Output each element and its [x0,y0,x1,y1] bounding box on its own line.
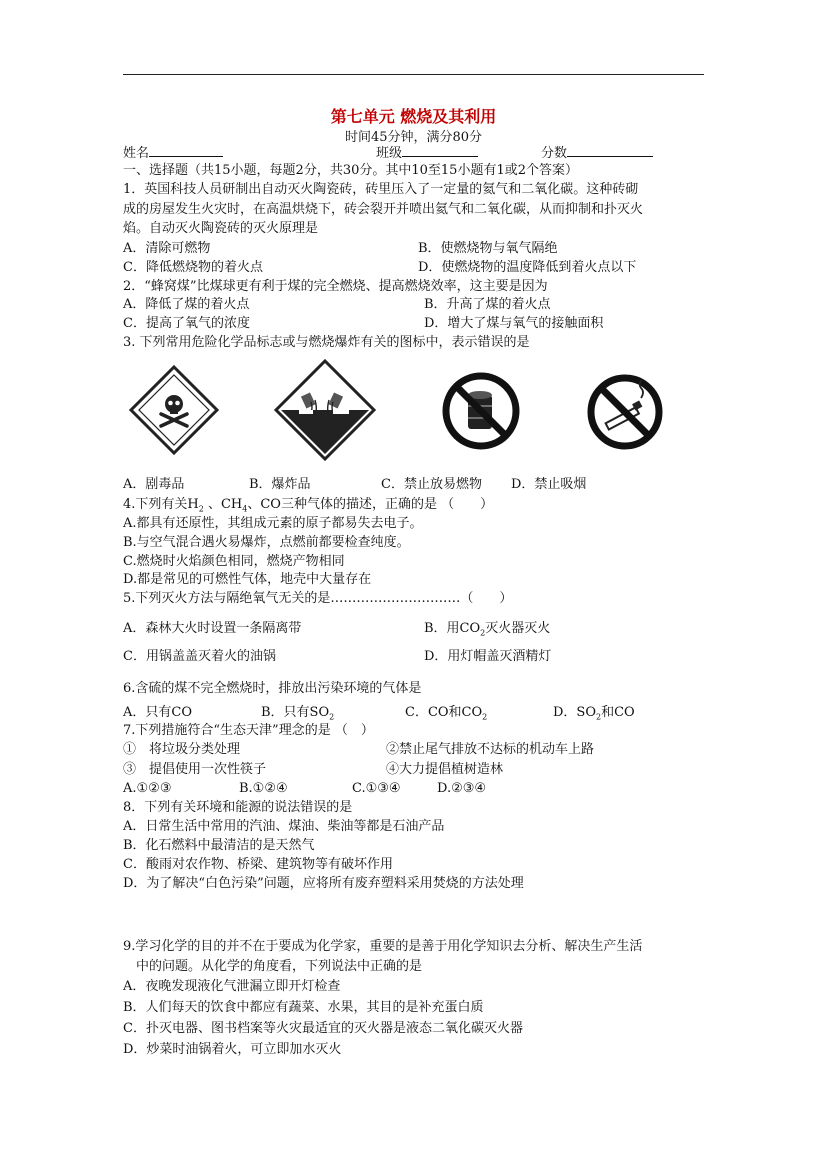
class-blank[interactable] [402,144,478,157]
q2-option-d[interactable]: D．增大了煤与氧气的接触面积 [424,316,604,331]
q7-stem: 7.下列措施符合“生态天津”理念的是 （ ） [123,723,374,738]
q5-option-c[interactable]: C．用锅盖盖灭着火的油锅 [123,649,276,664]
name-field[interactable] [123,144,223,163]
q4-option-d[interactable]: D.都是常见的可燃性气体，地壳中大量存在 [123,572,372,587]
q7-option-c[interactable]: C.①③④ [352,781,401,796]
name-label: 姓名 [123,146,150,161]
class-label: 班级 [376,146,403,161]
q8-option-c[interactable]: C．酸雨对农作物、桥梁、建筑物等有破坏作用 [123,857,393,872]
q8-option-d[interactable]: D．为了解决“白色污染”问题，应将所有废弃塑料采用焚烧的方法处理 [123,876,524,891]
exam-info: 时间45分钟，满分80分 [344,130,483,145]
q5-option-a[interactable]: A．森林大火时设置一条隔离带 [123,621,302,636]
q7-item-4: ④大力提倡植树造林 [386,762,504,777]
q8-option-a[interactable]: A．日常生活中常用的汽油、煤油、柴油等都是石油产品 [123,819,445,834]
q6-option-d[interactable] [553,704,635,727]
q3-option-a[interactable]: A．剧毒品 [123,477,185,492]
q7-item-3: ③ 提倡使用一次性筷子 [123,762,267,777]
q9-option-c[interactable]: C．扑灭电器、图书档案等火灾最适宜的灭火器是液态二氧化碳灭火器 [123,1021,523,1036]
q1-stem-line2: 成的房屋发生火灾时，在高温烘烧下，砖会裂开并喷出氦气和二氧化碳，从而抑制和扑灭火 [123,202,644,217]
q1-option-d[interactable]: D．使燃烧物的温度降低到着火点以下 [418,260,637,275]
q4-stem-part: 、CH [203,497,243,512]
score-field[interactable] [541,144,653,163]
no-flammables-sign-icon [440,370,522,452]
q7-item-2: ②禁止尾气排放不达标的机动车上路 [386,742,595,757]
q6-option-c[interactable] [405,704,487,727]
q1-option-a[interactable]: A．清除可燃物 [123,241,211,256]
q3-stem: 3. 下列常用危险化学品标志或与燃烧爆炸有关的图标中，表示错误的是 [123,335,530,350]
score-blank[interactable] [567,144,653,157]
section-heading: 一、选择题（共15小题，每题2分，共30分。其中10至15小题有1或2个答案） [123,163,578,178]
q9-stem-line1: 9.学习化学的目的并不在于要成为化学家，重要的是善于用化学知识去分析、解决生产生活 [123,939,643,954]
q6-subscript: 2 [596,712,602,722]
no-smoking-sign-icon [585,372,665,452]
q6-option-a[interactable]: A．只有CO [123,705,192,720]
q7-item-1: ① 将垃圾分类处理 [123,742,241,757]
q5-option-d[interactable]: D．用灯帽盖灭酒精灯 [424,649,552,664]
q4-option-a[interactable]: A.都具有还原性，其组成元素的原子都易失去电子。 [123,516,423,531]
q6-option-d-part: 和CO [601,705,635,720]
q6-option-b-part: B．只有SO [261,705,330,720]
q9-option-b[interactable]: B．人们每天的饮食中都应有蔬菜、水果，其目的是补充蛋白质 [123,1000,484,1015]
q2-option-b[interactable]: B．升高了煤的着火点 [424,297,551,312]
q1-option-b[interactable]: B．使燃烧物与氧气隔绝 [418,241,558,256]
q3-option-d[interactable]: D．禁止吸烟 [511,477,587,492]
q5-subscript: 2 [480,628,486,638]
page-title: 第七单元 燃烧及其利用 [330,107,497,126]
q6-subscript: 2 [329,712,335,722]
name-blank[interactable] [149,144,223,157]
q9-option-d[interactable]: D．炒菜时油锅着火，可立即加水灭火 [123,1042,342,1057]
q4-stem-part: 4.下列有关H [123,497,199,512]
q5-option-b-part: 灭火器灭火 [485,621,551,636]
q8-option-b[interactable]: B．化石燃料中最清洁的是天然气 [123,838,315,853]
q9-option-a[interactable]: A．夜晚发现液化气泄漏立即开灯检查 [123,979,341,994]
q4-option-c[interactable]: C.燃烧时火焰颜色相同，燃烧产物相同 [123,554,345,569]
q6-stem: 6.含硫的煤不完全燃烧时，排放出污染环境的气体是 [123,681,422,696]
q7-option-a[interactable]: A.①②③ [123,781,172,796]
q6-option-d-part: D．SO [553,705,596,720]
q1-stem-line3: 焰。自动灭火陶瓷砖的灭火原理是 [123,221,319,236]
q7-option-b[interactable]: B.①②④ [239,781,288,796]
toxic-sign-icon [128,364,220,456]
score-label: 分数 [541,146,568,161]
q5-option-b-part: B．用CO [424,621,481,636]
q4-option-b[interactable]: B.与空气混合遇火易爆炸，点燃前都要检查纯度。 [123,535,410,550]
q4-subscript: 2 [198,504,204,514]
q5-option-b[interactable] [424,620,550,643]
q2-option-a[interactable]: A．降低了煤的着火点 [123,297,250,312]
q6-option-c-part: C．CO和CO [405,705,483,720]
q5-stem: 5.下列灭火方法与隔绝氧气无关的是…………………………（ ） [123,591,513,606]
q3-option-b[interactable]: B．爆炸品 [249,477,311,492]
q1-option-c[interactable]: C．降低燃烧物的着火点 [123,260,263,275]
q7-option-d[interactable]: D.②③④ [437,781,487,796]
q1-stem-line1: 1．英国科技人员研制出自动灭火陶瓷砖，砖里压入了一定量的氦气和二氧化碳。这种砖砌 [123,182,639,197]
q8-stem: 8．下列有关环境和能源的说法错误的是 [123,800,353,815]
top-rule [123,74,704,75]
q9-stem-line2: 中的问题。从化学的角度看，下列说法中正确的是 [136,959,423,974]
q3-option-c[interactable]: C．禁止放易燃物 [381,477,482,492]
q6-subscript: 2 [482,712,488,722]
class-field[interactable] [376,144,478,163]
q4-stem-part: 、CO三种气体的描述，正确的是 （ ） [247,497,494,512]
q2-stem: 2．“蜂窝煤”比煤球更有利于煤的完全燃烧、提高燃烧效率，这主要是因为 [123,279,548,294]
corrosive-sign-icon [273,358,377,462]
q2-option-c[interactable]: C．提高了氧气的浓度 [123,316,250,331]
q4-subscript: 4 [242,504,248,514]
